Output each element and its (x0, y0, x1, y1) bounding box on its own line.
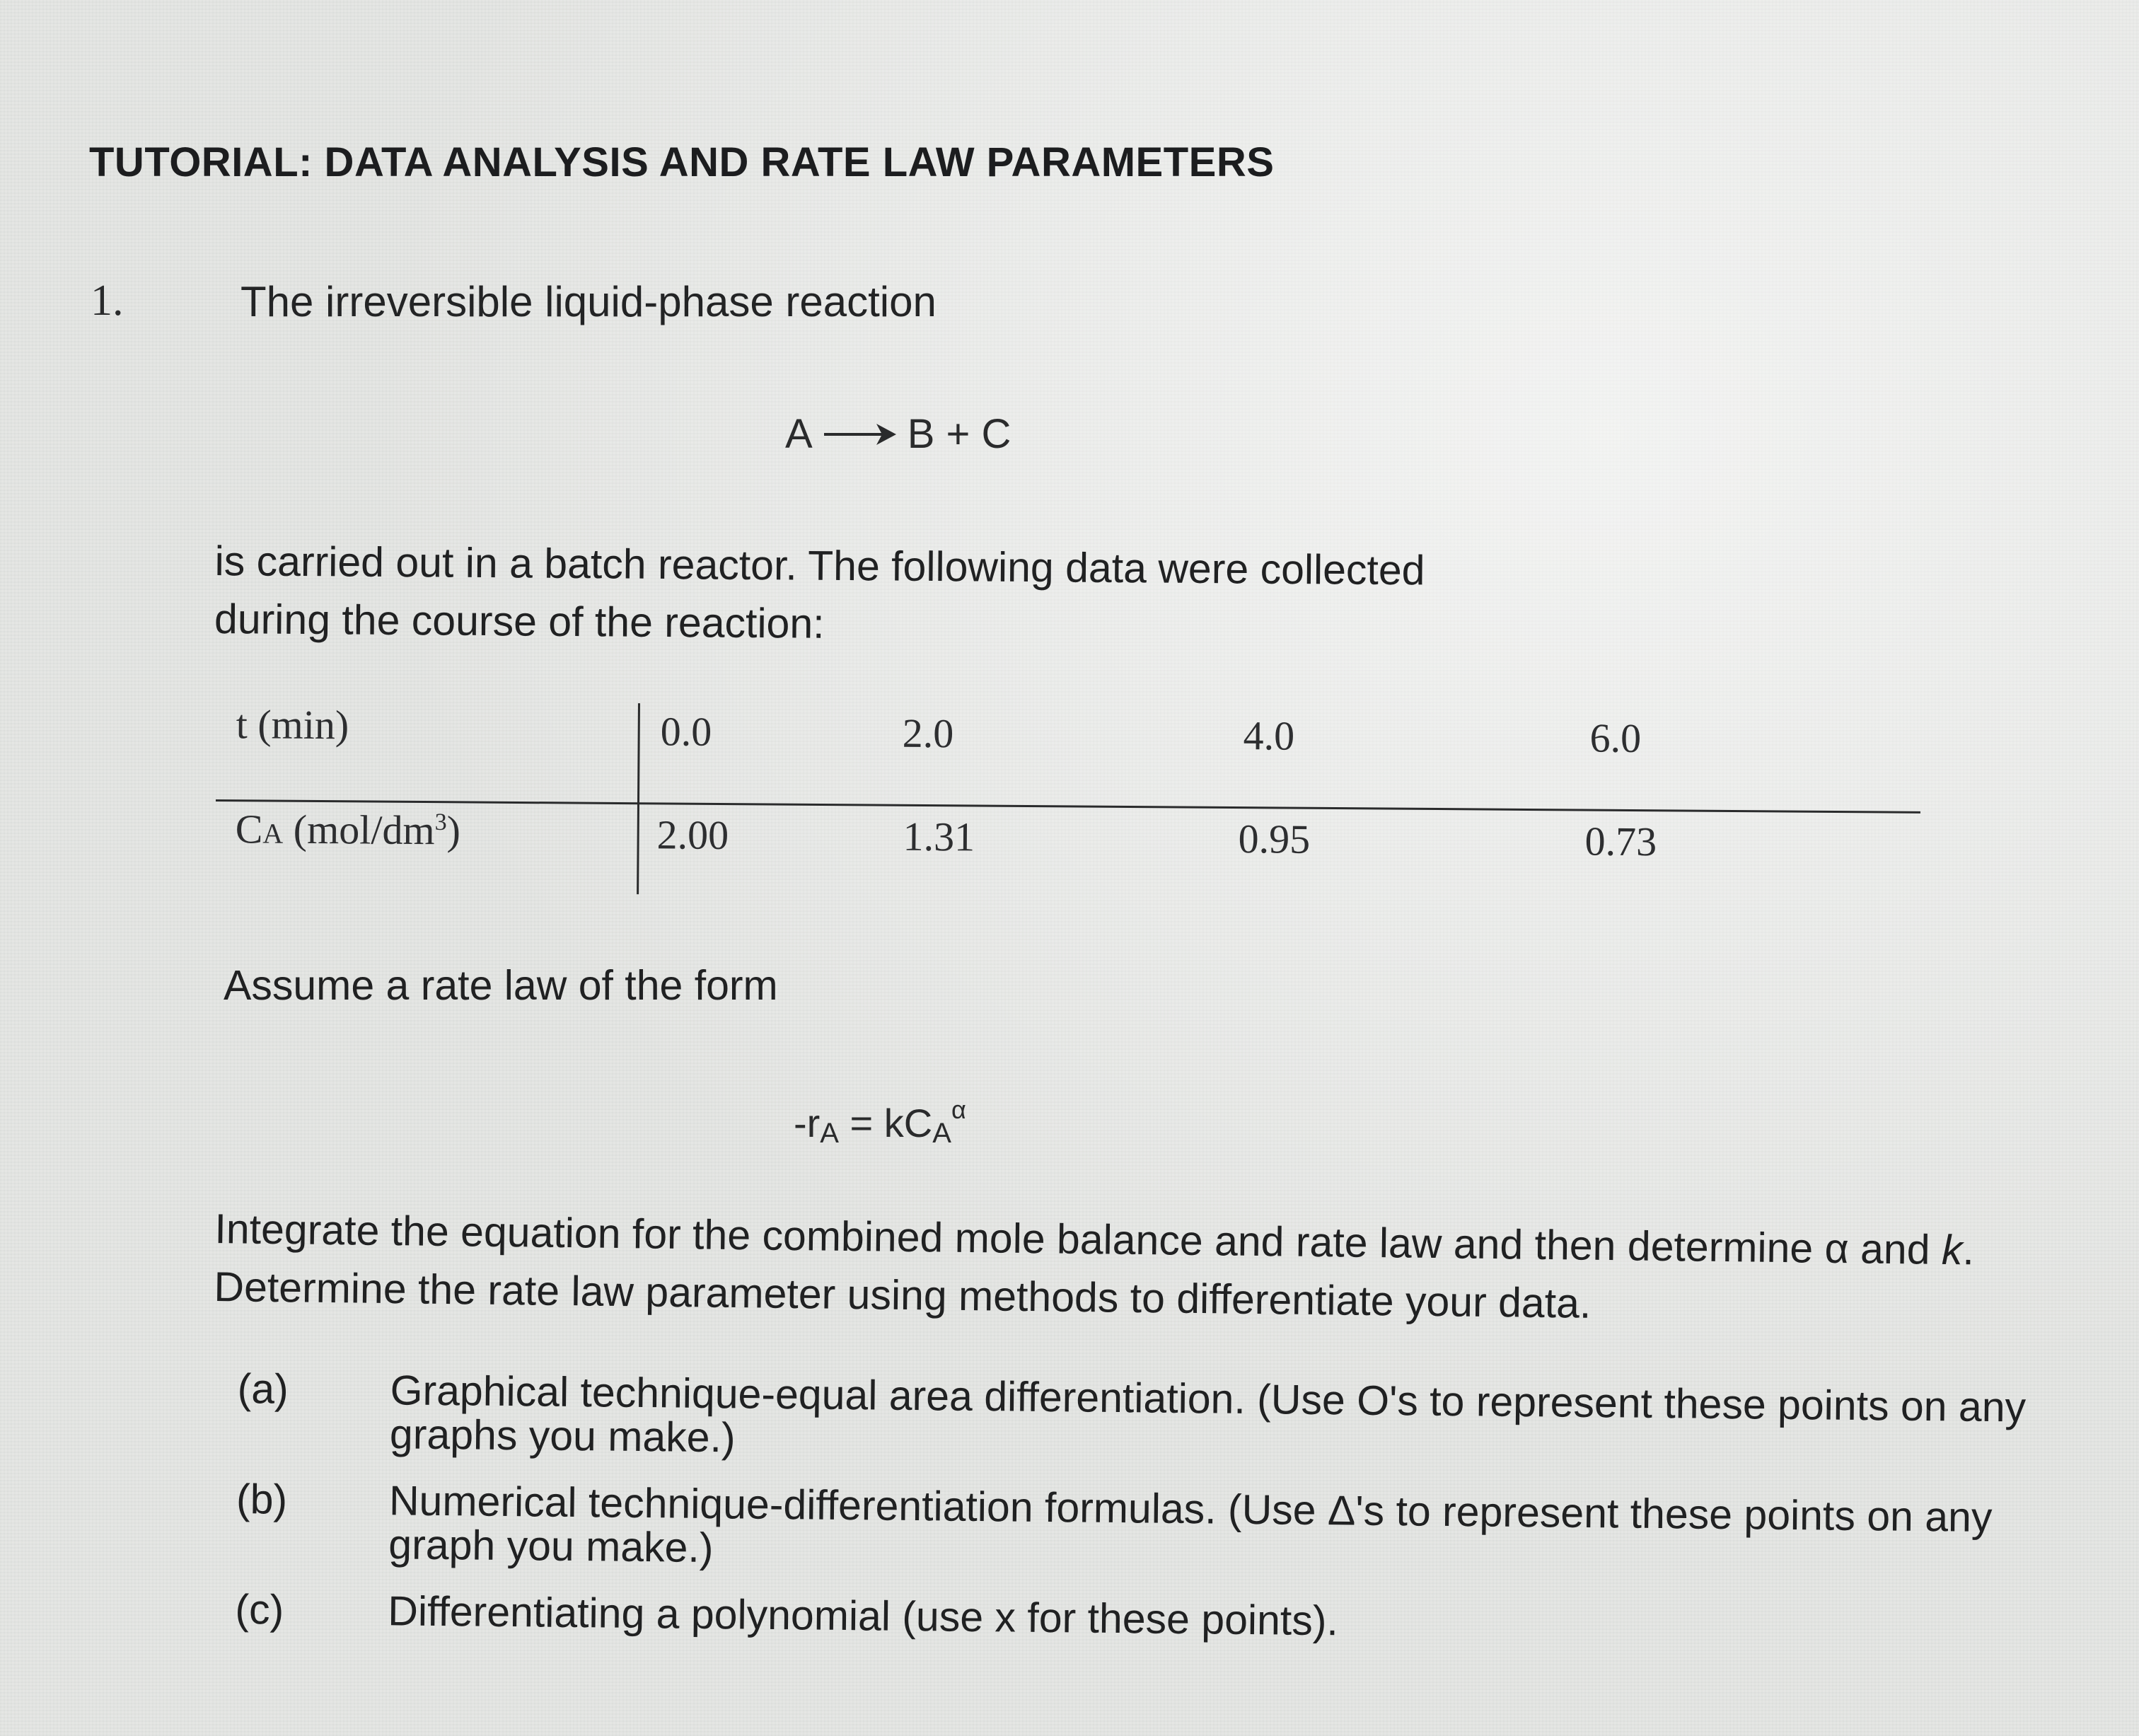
table-vertical-rule (637, 703, 640, 894)
t-value: 4.0 (1243, 712, 1295, 759)
description-line-1: is carried out in a batch reactor. The following data were collected (214, 537, 1425, 594)
reactant: A (785, 411, 813, 457)
integrate-k: k (1941, 1226, 1963, 1274)
part-label: (b) (236, 1475, 288, 1523)
t-value: 2.0 (902, 710, 954, 757)
table-horizontal-rule (216, 799, 1920, 814)
ca-value: 1.31 (903, 813, 975, 860)
products: B + C (907, 411, 1011, 457)
part-text: Numerical technique-differentiation formulas. (Use Δ's to represent these points on any graph you make.) (388, 1477, 1993, 1572)
parts-list (235, 1367, 2105, 1674)
assume-text: Assume a rate law of the form (224, 962, 778, 1009)
rate-rhs-exponent: α (951, 1095, 966, 1124)
rate-rhs-subscript: A (932, 1118, 951, 1149)
part-c (235, 1587, 2103, 1651)
question-intro: The irreversible liquid-phase reaction (240, 278, 937, 325)
ca-unit-exponent: 3 (434, 809, 447, 835)
part-text: Graphical technique-equal area differentiation. (Use O's to represent these points on any graphs you make.) (389, 1367, 2027, 1462)
integrate-line-2: Determine the rate law parameter using methods to differentiate your data. (214, 1263, 1592, 1327)
ca-unit: (mol/dm (283, 806, 435, 854)
rate-eq: = kC (838, 1101, 933, 1145)
t-value: 6.0 (1589, 714, 1642, 762)
part-b (236, 1477, 2104, 1585)
reaction-equation (785, 410, 1011, 458)
part-a (237, 1367, 2105, 1474)
description-line-2: during the course of the reaction: (214, 595, 825, 647)
rate-lhs: -r (794, 1101, 821, 1145)
integrate-line-1-end: . (1962, 1227, 1975, 1274)
rate-law-equation (794, 1095, 966, 1150)
ca-unit-end: ) (446, 807, 461, 854)
integrate-line-1-text: Integrate the equation for the combined mole balance and rate law and then determine α and (214, 1205, 1942, 1273)
part-label: (a) (237, 1365, 289, 1413)
rate-lhs-subscript: A (820, 1118, 839, 1149)
data-table (215, 700, 1921, 910)
ca-value: 0.95 (1238, 816, 1311, 862)
row-label-concentration (235, 805, 460, 854)
part-text: Differentiating a polynomial (use x for these points). (388, 1587, 1339, 1645)
page-title: TUTORIAL: DATA ANALYSIS AND RATE LAW PARAMETERS (89, 139, 1275, 185)
ca-symbol: C (235, 806, 263, 852)
description-paragraph (214, 532, 1425, 657)
question-number: 1. (91, 277, 124, 325)
integrate-paragraph (214, 1200, 1974, 1337)
ca-value: 0.73 (1584, 818, 1657, 865)
t-value: 0.0 (660, 708, 712, 755)
ca-subscript: A (262, 817, 284, 850)
row-label-time: t (min) (236, 701, 349, 748)
part-label: (c) (235, 1585, 284, 1633)
ca-value: 2.00 (656, 811, 729, 859)
reaction-arrow-icon (821, 417, 899, 452)
